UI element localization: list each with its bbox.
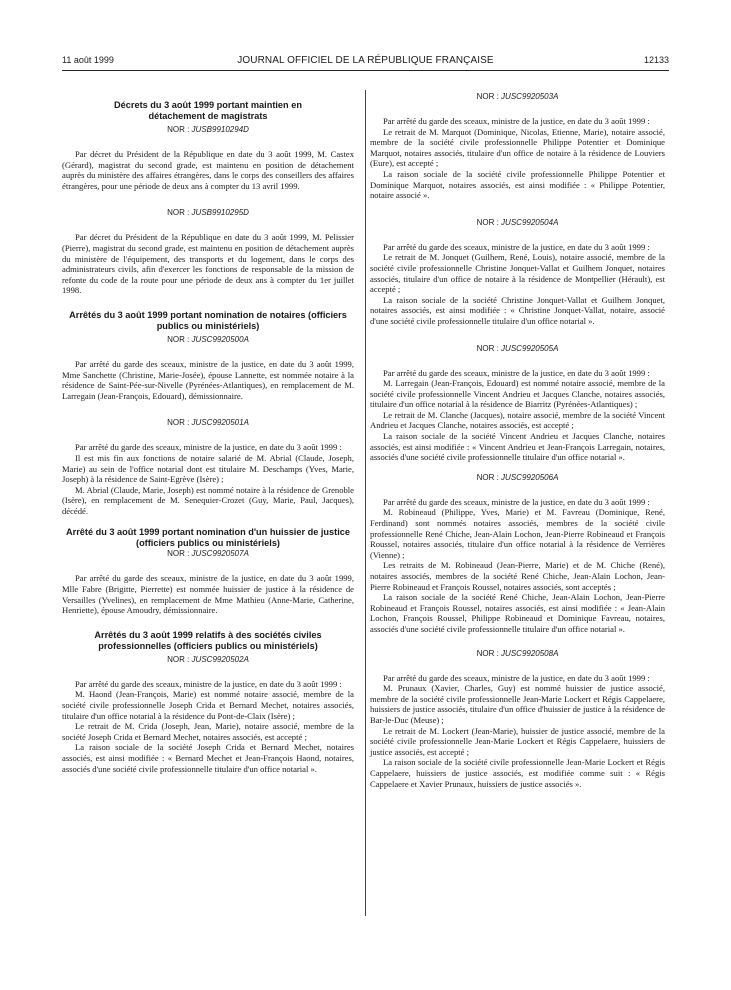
paragraph: La raison sociale de la société Joseph Crida et Bernard Mechet, notaires associés, est ainsi modifiée : « Bernard Mechet et Jean-François Haond, notaires, associés d'une société civile professionnelle titulaire d'un office notarial ». bbox=[62, 742, 354, 774]
nor-reference: NOR : JUSC9920507A bbox=[167, 549, 249, 559]
paragraph: M. Abrial (Claude, Marie, Joseph) est nommé notaire à la résidence de Grenoble (Isère), en remplacement de M. Senequier-Crozet (Guy, Marie, Paul, Jacques), décédé. bbox=[62, 484, 354, 516]
section-societes-civiles bbox=[62, 630, 354, 774]
section-nomination-huissier bbox=[62, 527, 354, 615]
nor-reference: NOR : JUSB9910294D bbox=[167, 125, 249, 134]
paragraph: La raison sociale de la société Christine Jonquet-Vallat et Guilhem Jonquet, notaires associés, est ainsi modifiée : « Christine Jonquet-Vallat, notaire, associé d'une société civile professionnelle titulaire d'un office notarial ». bbox=[370, 294, 665, 326]
paragraph: La raison sociale de la société Vincent Andrieu et Jacques Clanche, notaires associés, est ainsi modifiée : « Vincent Andrieu et Jean-François Larregain, notaires, associés d'une société civile professionnelle titulaire d'un office notarial ». bbox=[370, 431, 665, 463]
nor-reference: NOR : JUSC9920500A bbox=[167, 334, 249, 344]
section-title: Arrêtés du 3 août 1999 portant nomination de notaires (officiers publics ou ministériels) bbox=[69, 309, 347, 331]
paragraph: Par arrêté du garde des sceaux, ministre de la justice, en date du 3 août 1999 : bbox=[383, 367, 650, 378]
paragraph: M. Larregain (Jean-François, Edouard) est nommé notaire associé, membre de la société civile professionnelle Vincent Andrieu et Jacques Clanche, notaires associés, titulaire d'un office notarial à la résidence de Biarritz (Pyrénées-Atlantiques) ; bbox=[370, 378, 665, 410]
section-title: Décrets du 3 août 1999 portant maintien en détachement de magistrats bbox=[114, 100, 302, 121]
section-title: Arrêtés du 3 août 1999 relatifs à des sociétés civiles professionnelles (officiers publics ou ministériels) bbox=[94, 629, 322, 651]
nor-reference: NOR : JUSC9920503A bbox=[476, 92, 559, 101]
nor-reference: NOR : JUSC9920502A bbox=[167, 654, 249, 664]
paragraph: La raison sociale de la société civile professionnelle Jean-Marie Lockert et Régis Cappelaere, huissiers de justice associés, est modifiée comme suit : « Régis Cappelaere et Xavier Prunaux, huissiers de justice associés ». bbox=[370, 757, 665, 789]
nor-reference: NOR : JUSB9910295D bbox=[167, 208, 249, 218]
paragraph: Par arrêté du garde des sceaux, ministre de la justice, en date du 3 août 1999 : bbox=[75, 678, 342, 689]
paragraph: Le retrait de M. Clanche (Jacques), notaire associé, membre de la société Vincent Andrieu et Jacques Clanche, notaires associés, est accepté ; bbox=[370, 409, 665, 431]
paragraph: M. Prunaux (Xavier, Charles, Guy) est nommé huissier de justice associé, membre de la société civile professionnelle Jean-Marie Lockert et Régis Cappelaere, huissiers de justice associés, titulaire d'un office d'huissier de justice à la résidence de Bar-le-Duc (Meuse) ; bbox=[370, 683, 665, 725]
paragraph: La raison sociale de la société civile professionnelle Philippe Potentier et Dominique Marquot, notaires associés, est ainsi modifiée : « Philippe Potentier, notaire associé ». bbox=[370, 168, 665, 201]
paragraph: La raison sociale de la société René Chiche, Jean-Alain Lochon, Jean-Pierre Robineaud et François Roussel, notaires associés, est ainsi modifiée : « Jean-Alain Lochon, François Roussel, Philippe Robineaud et Dominique Favreau, notaires, associés d'une société civile professionnelle titulaire d'un office notarial ». bbox=[370, 592, 665, 634]
paragraph: M. Haond (Jean-François, Marie) est nommé notaire associé, membre de la société civile professionnelle Joseph Crida et Bernard Mechet, notaires associés, titulaire d'un office notarial à la résidence du Pont-de-Claix (Isère) ; bbox=[62, 689, 354, 721]
paragraph: Il est mis fin aux fonctions de notaire salarié de M. Abrial (Claude, Joseph, Marie) au sein de l'office notarial dont est titulaire M. Deschamps (Yves, Marie, Joseph) à la résidence de Saint-Egrève (Isère) ; bbox=[62, 452, 354, 485]
left-column bbox=[62, 100, 354, 774]
page-header bbox=[62, 55, 669, 71]
paragraph: Par arrêté du garde des sceaux, ministre de la justice, en date du 3 août 1999 : bbox=[75, 442, 342, 453]
paragraph: Par arrêté du garde des sceaux, ministre de la justice, en date du 3 août 1999 : bbox=[383, 672, 650, 683]
nor-reference: NOR : JUSC9920508A bbox=[476, 648, 559, 658]
column-divider bbox=[365, 90, 366, 916]
arrete-block bbox=[370, 344, 665, 463]
paragraph: Le retrait de M. Jonquet (Guilhem, René, Louis), notaire associé, membre de la société civile professionnelle Christine Jonquet-Vallat et Guilhem Jonquet, notaires associés, titulaire d'un office de notaire à la résidence de Montpellier (Hérault), est accepté ; bbox=[370, 252, 665, 295]
section-nomination-notaires bbox=[62, 310, 354, 517]
nor-reference: NOR : JUSC9920501A bbox=[167, 418, 249, 428]
right-column bbox=[370, 92, 665, 789]
header-journal-title: JOURNAL OFFICIEL DE LA RÉPUBLIQUE FRANÇAISE bbox=[237, 55, 494, 66]
header-page-number: 12133 bbox=[643, 55, 669, 65]
paragraph: Par arrêté du garde des sceaux, ministre de la justice, en date du 3 août 1999 : bbox=[383, 241, 650, 252]
paragraph: Par décret du Président de la République en date du 3 août 1999, M. Castex (Gérard), magistrat du second grade, est maintenu en position de détachement auprès du ministère des affaires étrangères, dans le corps des conseillers des affaires étrangères, pour une période de deux ans à compter du 13 avril 1999. bbox=[62, 149, 354, 191]
paragraph: Par arrêté du garde des sceaux, ministre de la justice, en date du 3 août 1999 : bbox=[383, 116, 650, 126]
arrete-block bbox=[370, 649, 665, 790]
nor-reference: NOR : JUSC9920505A bbox=[476, 343, 559, 353]
arrete-block bbox=[370, 92, 665, 201]
paragraph: Le retrait de M. Marquot (Dominique, Nicolas, Etienne, Marie), notaire associé, membre de la société civile professionnelle Philippe Potentier et Dominique Marquot, notaires associés, titulaire d'un office de notaire à la résidence de Louviers (Eure), est accepté ; bbox=[370, 126, 665, 169]
paragraph: Par arrêté du garde des sceaux, ministre de la justice, en date du 3 août 1999, Mme Sanchette (Christine, Marie-Josée), épouse Lannette, est nommée notaire à la résidence de Saint-Pée-sur-Nivelle (Pyrénées-Atlantiques), en remplacement de M. Larregain (Jean-François, Edouard), démissionnaire. bbox=[62, 358, 354, 401]
paragraph: Les retraits de M. Robineaud (Jean-Pierre, Marie) et de M. Chiche (René), notaires associés, membres de la société René Chiche, Jean-Alain Lochon, Jean-Pierre Robineaud et François Roussel, notaires associés, sont acceptés ; bbox=[370, 560, 665, 592]
section-title: Arrêté du 3 août 1999 portant nomination d'un huissier de justice (officiers publics ou ministériels) bbox=[66, 527, 350, 549]
header-rule bbox=[62, 70, 669, 71]
paragraph: Par arrêté du garde des sceaux, ministre de la justice, en date du 3 août 1999 : bbox=[383, 496, 650, 507]
arrete-block bbox=[370, 218, 665, 327]
paragraph: Par arrêté du garde des sceaux, ministre de la justice, en date du 3 août 1999, Mlle Fabre (Brigitte, Pierrette) est nommée huissier de justice à la résidence de Versailles (Yvelines), en remplacement de Mme Mathieu (Anne-Marie, Catherine, Henriette), épouse Amoudry, démissionnaire. bbox=[62, 573, 354, 616]
nor-reference: NOR : JUSC9920506A bbox=[476, 472, 559, 482]
arrete-block bbox=[370, 473, 665, 635]
paragraph: Le retrait de M. Crida (Joseph, Jean, Marie), notaire associé, membre de la société Joseph Crida et Bernard Mechet, notaires associés, est accepté ; bbox=[62, 721, 354, 742]
paragraph: Le retrait de M. Lockert (Jean-Marie), huissier de justice associé, membre de la société civile professionnelle Jean-Marie Lockert et Régis Cappelaere, huissiers de justice associés, est accepté ; bbox=[370, 725, 665, 757]
section-decrets-detachement bbox=[62, 100, 354, 296]
paragraph: Par décret du Président de la République en date du 3 août 1999, M. Pelissier (Pierre), magistrat du second grade, est maintenu en position de détachement auprès du ministère de l'équipement, des transports et du logement, dans le corps des administrateurs civils, afin d'exercer les fonctions de responsable de la mission de refonte du code de la route pour une période de deux ans à compter du 1er juillet 1998. bbox=[62, 232, 354, 296]
paragraph: M. Robineaud (Philippe, Yves, Marie) et M. Favreau (Dominique, René, Ferdinand) sont nommés notaires associés, membres de la société civile professionnelle René Chiche, Jean-Alain Lochon, Jean-Pierre Robineaud et François Roussel, notaires associés, titulaire d'un office notarial à la résidence de Verrières (Vienne) ; bbox=[370, 507, 665, 560]
header-date: 11 août 1999 bbox=[62, 55, 114, 65]
nor-reference: NOR : JUSC9920504A bbox=[476, 217, 559, 227]
